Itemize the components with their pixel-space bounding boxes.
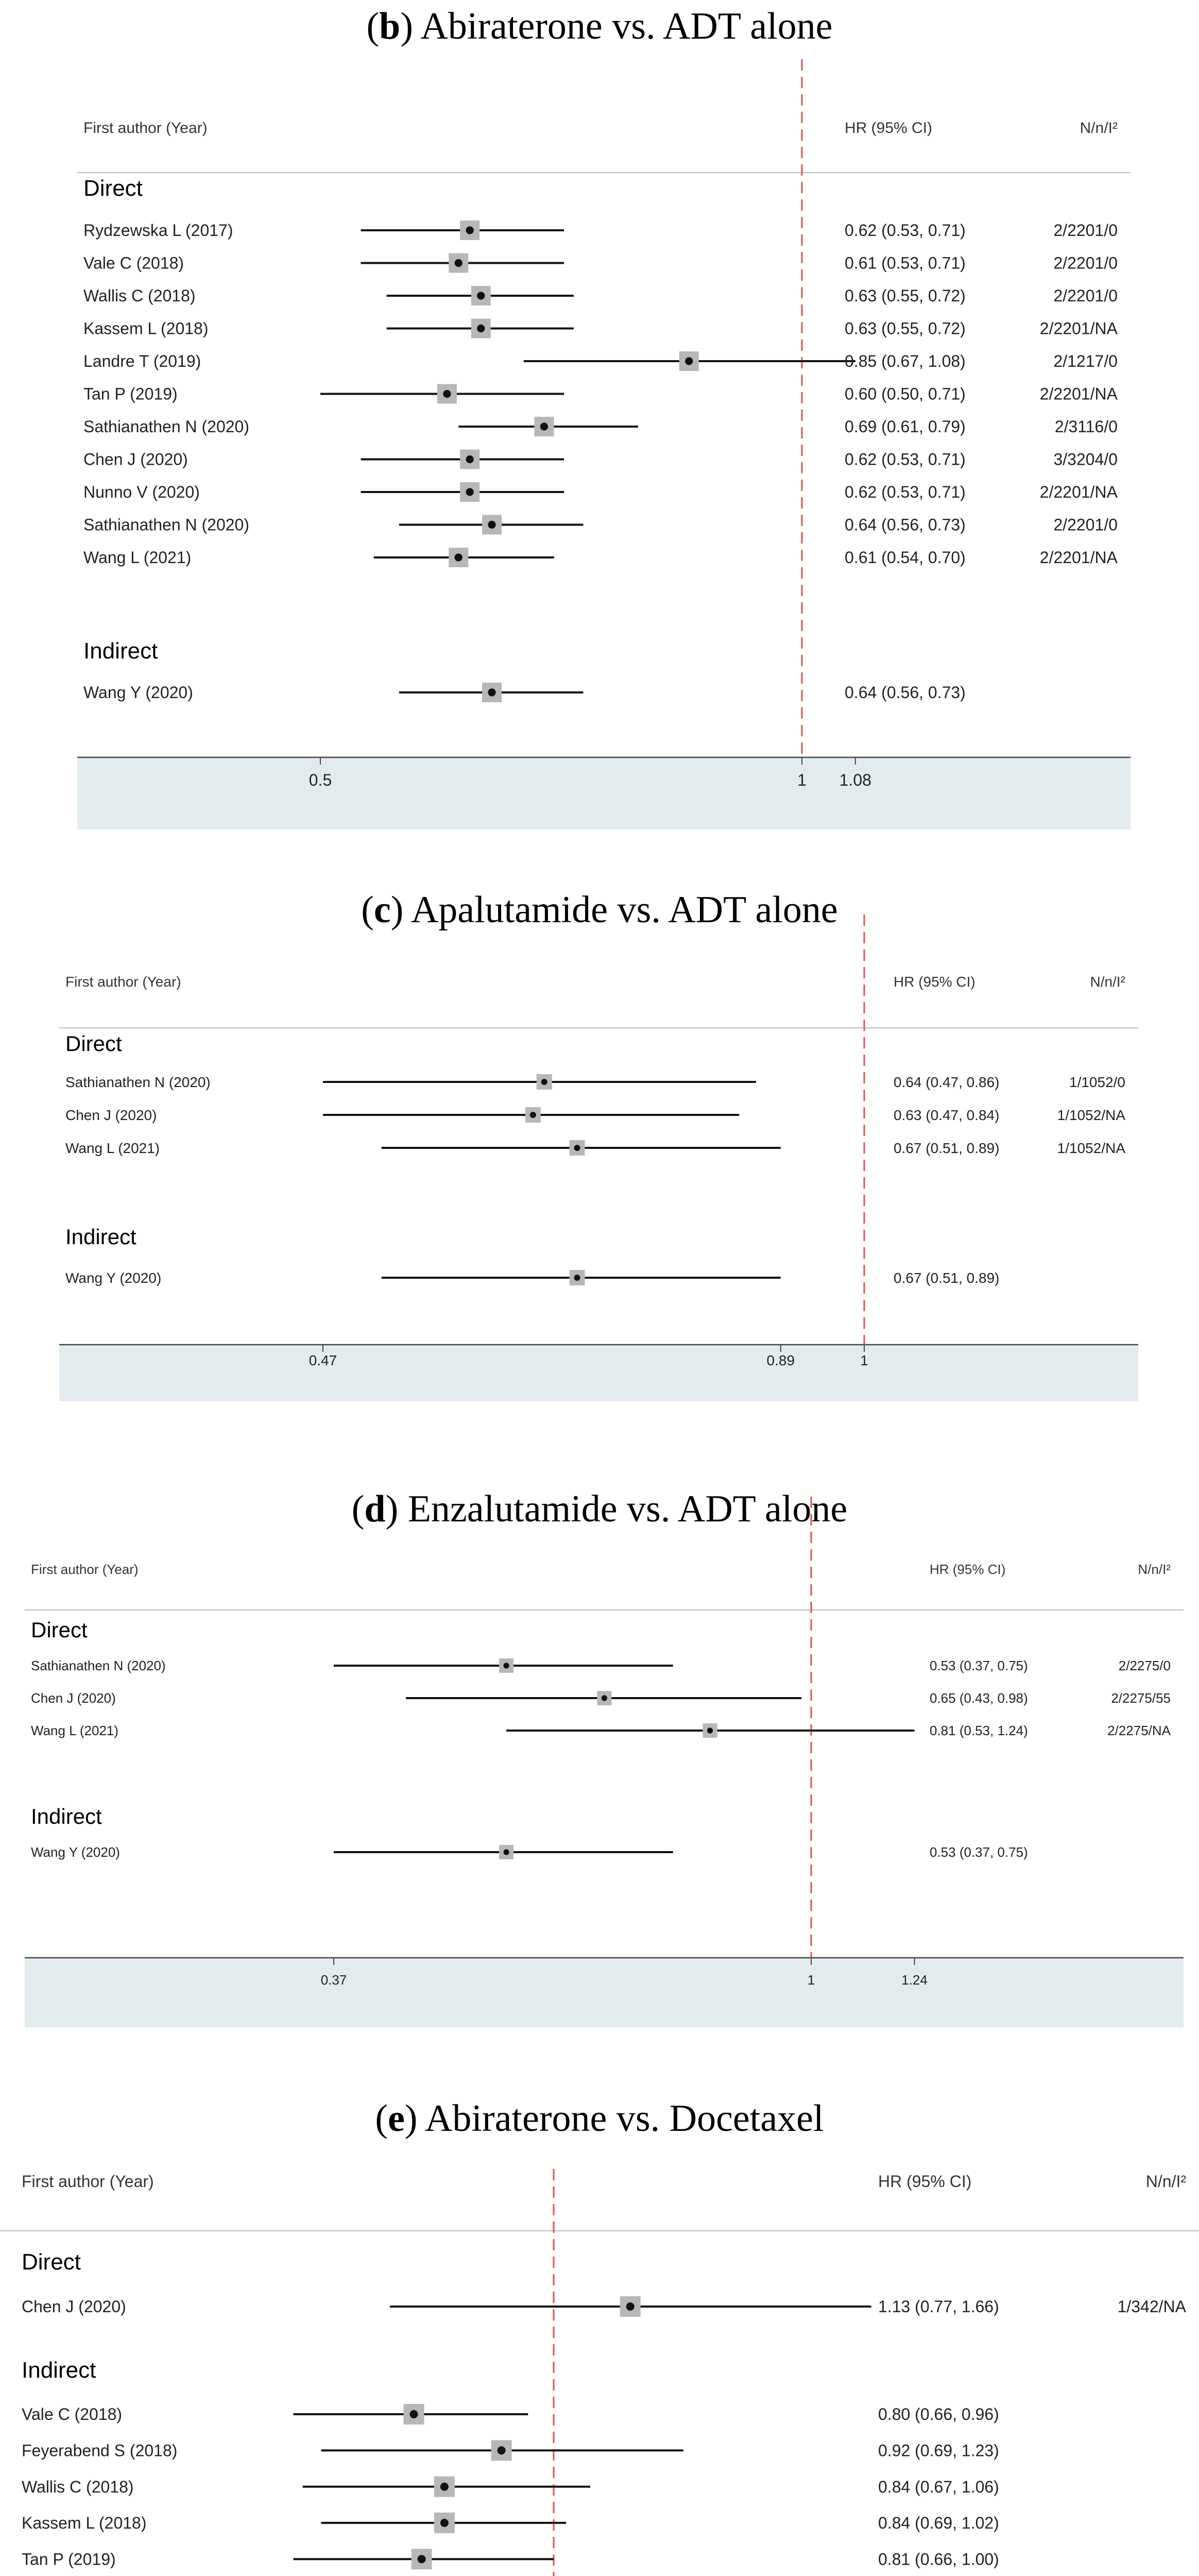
point-estimate — [440, 2519, 449, 2527]
hr-ci-value: 0.84 (0.69, 1.02) — [878, 2514, 999, 2533]
study-label: Chen J (2020) — [22, 2297, 126, 2316]
study-label: Sathianathen N (2020) — [31, 1658, 166, 1674]
hr-ci-value: 0.53 (0.37, 0.75) — [930, 1658, 1028, 1674]
header-n: N/n/I² — [1145, 2172, 1186, 2191]
title-text: Abiraterone vs. ADT alone — [420, 5, 833, 47]
point-estimate — [443, 390, 451, 398]
point-estimate — [498, 2446, 506, 2454]
hr-ci-value: 0.62 (0.53, 0.71) — [845, 450, 966, 469]
study-label: Tan P (2019) — [83, 384, 178, 403]
n-value: 2/2201/0 — [1053, 515, 1118, 534]
point-estimate — [466, 226, 474, 234]
n-value: 2/2201/NA — [1039, 319, 1118, 338]
n-value: 2/2201/NA — [1039, 548, 1118, 567]
study-label: Kassem L (2018) — [22, 2514, 147, 2533]
header-n: N/n/I² — [1138, 1562, 1171, 1577]
n-value: 2/2201/0 — [1053, 253, 1118, 273]
forest-panel-b — [77, 5, 1131, 829]
study-label: Chen J (2020) — [31, 1690, 116, 1706]
axis-band — [59, 1345, 1138, 1401]
n-value: 2/3116/0 — [1054, 417, 1118, 436]
study-label: Wang L (2021) — [83, 548, 192, 567]
study-label: Sathianathen N (2020) — [83, 515, 249, 534]
point-estimate — [503, 1849, 509, 1855]
point-estimate — [488, 521, 495, 529]
title-letter: e — [388, 2097, 405, 2140]
x-tick-label: 0.89 — [766, 1352, 795, 1368]
point-estimate — [574, 1145, 580, 1151]
hr-ci-value: 0.85 (0.67, 1.08) — [845, 352, 966, 371]
point-estimate — [477, 292, 485, 299]
header-hr: HR (95% CI) — [878, 2172, 972, 2191]
point-estimate — [602, 1695, 607, 1701]
n-value: 2/2201/0 — [1053, 221, 1118, 240]
n-value: 1/1052/NA — [1057, 1107, 1125, 1123]
title-text: Abiraterone vs. Docetaxel — [424, 2097, 824, 2140]
hr-ci-value: 0.60 (0.50, 0.71) — [845, 384, 966, 403]
point-estimate — [530, 1112, 536, 1118]
forest-panel-c — [59, 889, 1138, 1401]
x-tick-label: 1 — [860, 1352, 868, 1368]
point-estimate — [418, 2555, 426, 2563]
n-value: 2/2275/55 — [1111, 1690, 1171, 1706]
n-value: 2/2275/0 — [1118, 1658, 1171, 1674]
hr-ci-value: 0.67 (0.51, 0.89) — [894, 1140, 1000, 1156]
axis-band — [25, 1958, 1184, 2027]
hr-ci-value: 0.65 (0.43, 0.98) — [930, 1690, 1028, 1706]
title-paren-open: ( — [351, 1488, 365, 1530]
hr-ci-value: 0.64 (0.56, 0.73) — [845, 683, 966, 702]
point-estimate — [455, 259, 463, 267]
point-estimate — [488, 688, 495, 696]
title-text: Enzalutamide vs. ADT alone — [407, 1488, 848, 1530]
title-letter: d — [364, 1488, 386, 1530]
study-label: Landre T (2019) — [83, 352, 201, 371]
point-estimate — [410, 2410, 418, 2418]
group-label: Indirect — [22, 2358, 96, 2383]
study-label: Rydzewska L (2017) — [83, 221, 233, 240]
point-estimate — [466, 455, 474, 463]
n-value: 2/1217/0 — [1053, 352, 1118, 371]
header-hr: HR (95% CI) — [894, 974, 975, 990]
study-label: Vale C (2018) — [22, 2405, 123, 2424]
study-label: Sathianathen N (2020) — [65, 1074, 211, 1090]
n-value: 1/1052/0 — [1069, 1074, 1125, 1090]
study-label: Chen J (2020) — [83, 450, 188, 469]
header-study: First author (Year) — [22, 2172, 154, 2191]
axis-band — [77, 757, 1131, 829]
point-estimate — [503, 1663, 509, 1668]
header-hr: HR (95% CI) — [845, 120, 933, 137]
n-value: 1/342/NA — [1117, 2297, 1186, 2316]
group-label: Indirect — [31, 1804, 102, 1828]
study-label: Chen J (2020) — [65, 1107, 157, 1123]
group-label: Indirect — [83, 638, 158, 664]
x-tick-label: 1 — [807, 1972, 815, 1988]
hr-ci-value: 0.63 (0.47, 0.84) — [894, 1107, 1000, 1123]
point-estimate — [541, 1079, 547, 1085]
study-label: Wang L (2021) — [31, 1723, 119, 1739]
header-study: First author (Year) — [31, 1562, 139, 1577]
hr-ci-value: 0.92 (0.69, 1.23) — [878, 2441, 999, 2460]
point-estimate — [626, 2302, 635, 2311]
hr-ci-value: 0.53 (0.37, 0.75) — [930, 1844, 1028, 1860]
panel-title — [352, 1488, 848, 1530]
header-study: First author (Year) — [65, 974, 181, 990]
study-label: Wang L (2021) — [65, 1140, 160, 1156]
hr-ci-value: 0.67 (0.51, 0.89) — [894, 1269, 1000, 1286]
hr-ci-value: 0.64 (0.47, 0.86) — [894, 1074, 1000, 1090]
group-label: Direct — [22, 2249, 81, 2275]
forest-panel-d — [25, 1488, 1184, 2027]
hr-ci-value: 0.64 (0.56, 0.73) — [845, 515, 966, 534]
point-estimate — [540, 422, 548, 430]
x-tick-label: 1.08 — [839, 771, 871, 789]
point-estimate — [477, 325, 485, 332]
hr-ci-value: 0.80 (0.66, 0.96) — [878, 2405, 999, 2424]
study-label: Wallis C (2018) — [83, 286, 196, 306]
x-tick-label: 0.37 — [320, 1972, 347, 1988]
study-label: Nunno V (2020) — [83, 483, 200, 502]
study-label: Vale C (2018) — [83, 253, 184, 273]
title-paren-close: ) — [400, 5, 421, 47]
n-value: 2/2201/NA — [1039, 483, 1118, 502]
panel-title — [367, 5, 833, 47]
group-label: Indirect — [65, 1225, 136, 1249]
study-label: Wang Y (2020) — [83, 683, 193, 702]
n-value: 3/3204/0 — [1053, 450, 1118, 469]
n-value: 2/2201/0 — [1053, 286, 1118, 306]
header-study: First author (Year) — [83, 120, 208, 137]
point-estimate — [574, 1275, 580, 1281]
point-estimate — [440, 2483, 449, 2491]
n-value: 2/2201/NA — [1039, 384, 1118, 403]
hr-ci-value: 0.61 (0.53, 0.71) — [845, 253, 966, 273]
hr-ci-value: 0.69 (0.61, 0.79) — [845, 417, 966, 436]
title-letter: c — [373, 889, 391, 931]
title-paren-open: ( — [361, 889, 374, 931]
title-paren-close: ) — [385, 1488, 408, 1530]
title-paren-close: ) — [390, 889, 411, 931]
x-tick-label: 0.5 — [309, 771, 332, 789]
x-tick-label: 1 — [797, 771, 807, 789]
title-text: Apalutamide vs. ADT alone — [410, 889, 838, 931]
study-label: Feyerabend S (2018) — [22, 2441, 178, 2460]
forest-panel-e — [0, 2097, 1199, 2576]
title-paren-open: ( — [375, 2097, 388, 2140]
header-n: N/n/I² — [1090, 974, 1125, 990]
n-value: 2/2275/NA — [1107, 1723, 1171, 1739]
hr-ci-value: 0.63 (0.55, 0.72) — [845, 286, 966, 306]
study-label: Wang Y (2020) — [65, 1269, 162, 1286]
study-label: Wallis C (2018) — [22, 2477, 134, 2496]
x-tick-label: 1.24 — [901, 1972, 928, 1988]
panel-title — [361, 889, 838, 931]
title-paren-open: ( — [366, 5, 380, 47]
hr-ci-value: 0.62 (0.53, 0.71) — [845, 221, 966, 240]
header-hr: HR (95% CI) — [930, 1562, 1006, 1577]
n-value: 1/1052/NA — [1057, 1140, 1125, 1156]
hr-ci-value: 0.63 (0.55, 0.72) — [845, 319, 966, 338]
hr-ci-value: 0.81 (0.66, 1.00) — [878, 2550, 999, 2569]
title-letter: b — [379, 5, 401, 47]
point-estimate — [455, 553, 463, 561]
x-tick-label: 0.47 — [309, 1352, 337, 1368]
hr-ci-value: 0.62 (0.53, 0.71) — [845, 483, 966, 502]
group-label: Direct — [83, 176, 143, 201]
title-paren-close: ) — [404, 2097, 425, 2140]
hr-ci-value: 1.13 (0.77, 1.66) — [878, 2297, 999, 2316]
group-label: Direct — [31, 1618, 88, 1642]
header-n: N/n/I² — [1080, 120, 1118, 137]
study-label: Tan P (2019) — [22, 2550, 116, 2569]
group-label: Direct — [65, 1031, 122, 1056]
hr-ci-value: 0.84 (0.67, 1.06) — [878, 2477, 999, 2496]
study-label: Sathianathen N (2020) — [83, 417, 249, 436]
hr-ci-value: 0.81 (0.53, 1.24) — [930, 1723, 1028, 1739]
study-label: Kassem L (2018) — [83, 319, 209, 338]
study-label: Wang Y (2020) — [31, 1844, 120, 1860]
point-estimate — [707, 1727, 713, 1733]
hr-ci-value: 0.61 (0.54, 0.70) — [845, 548, 966, 567]
panel-title — [375, 2097, 824, 2140]
point-estimate — [685, 357, 693, 365]
point-estimate — [466, 488, 474, 496]
